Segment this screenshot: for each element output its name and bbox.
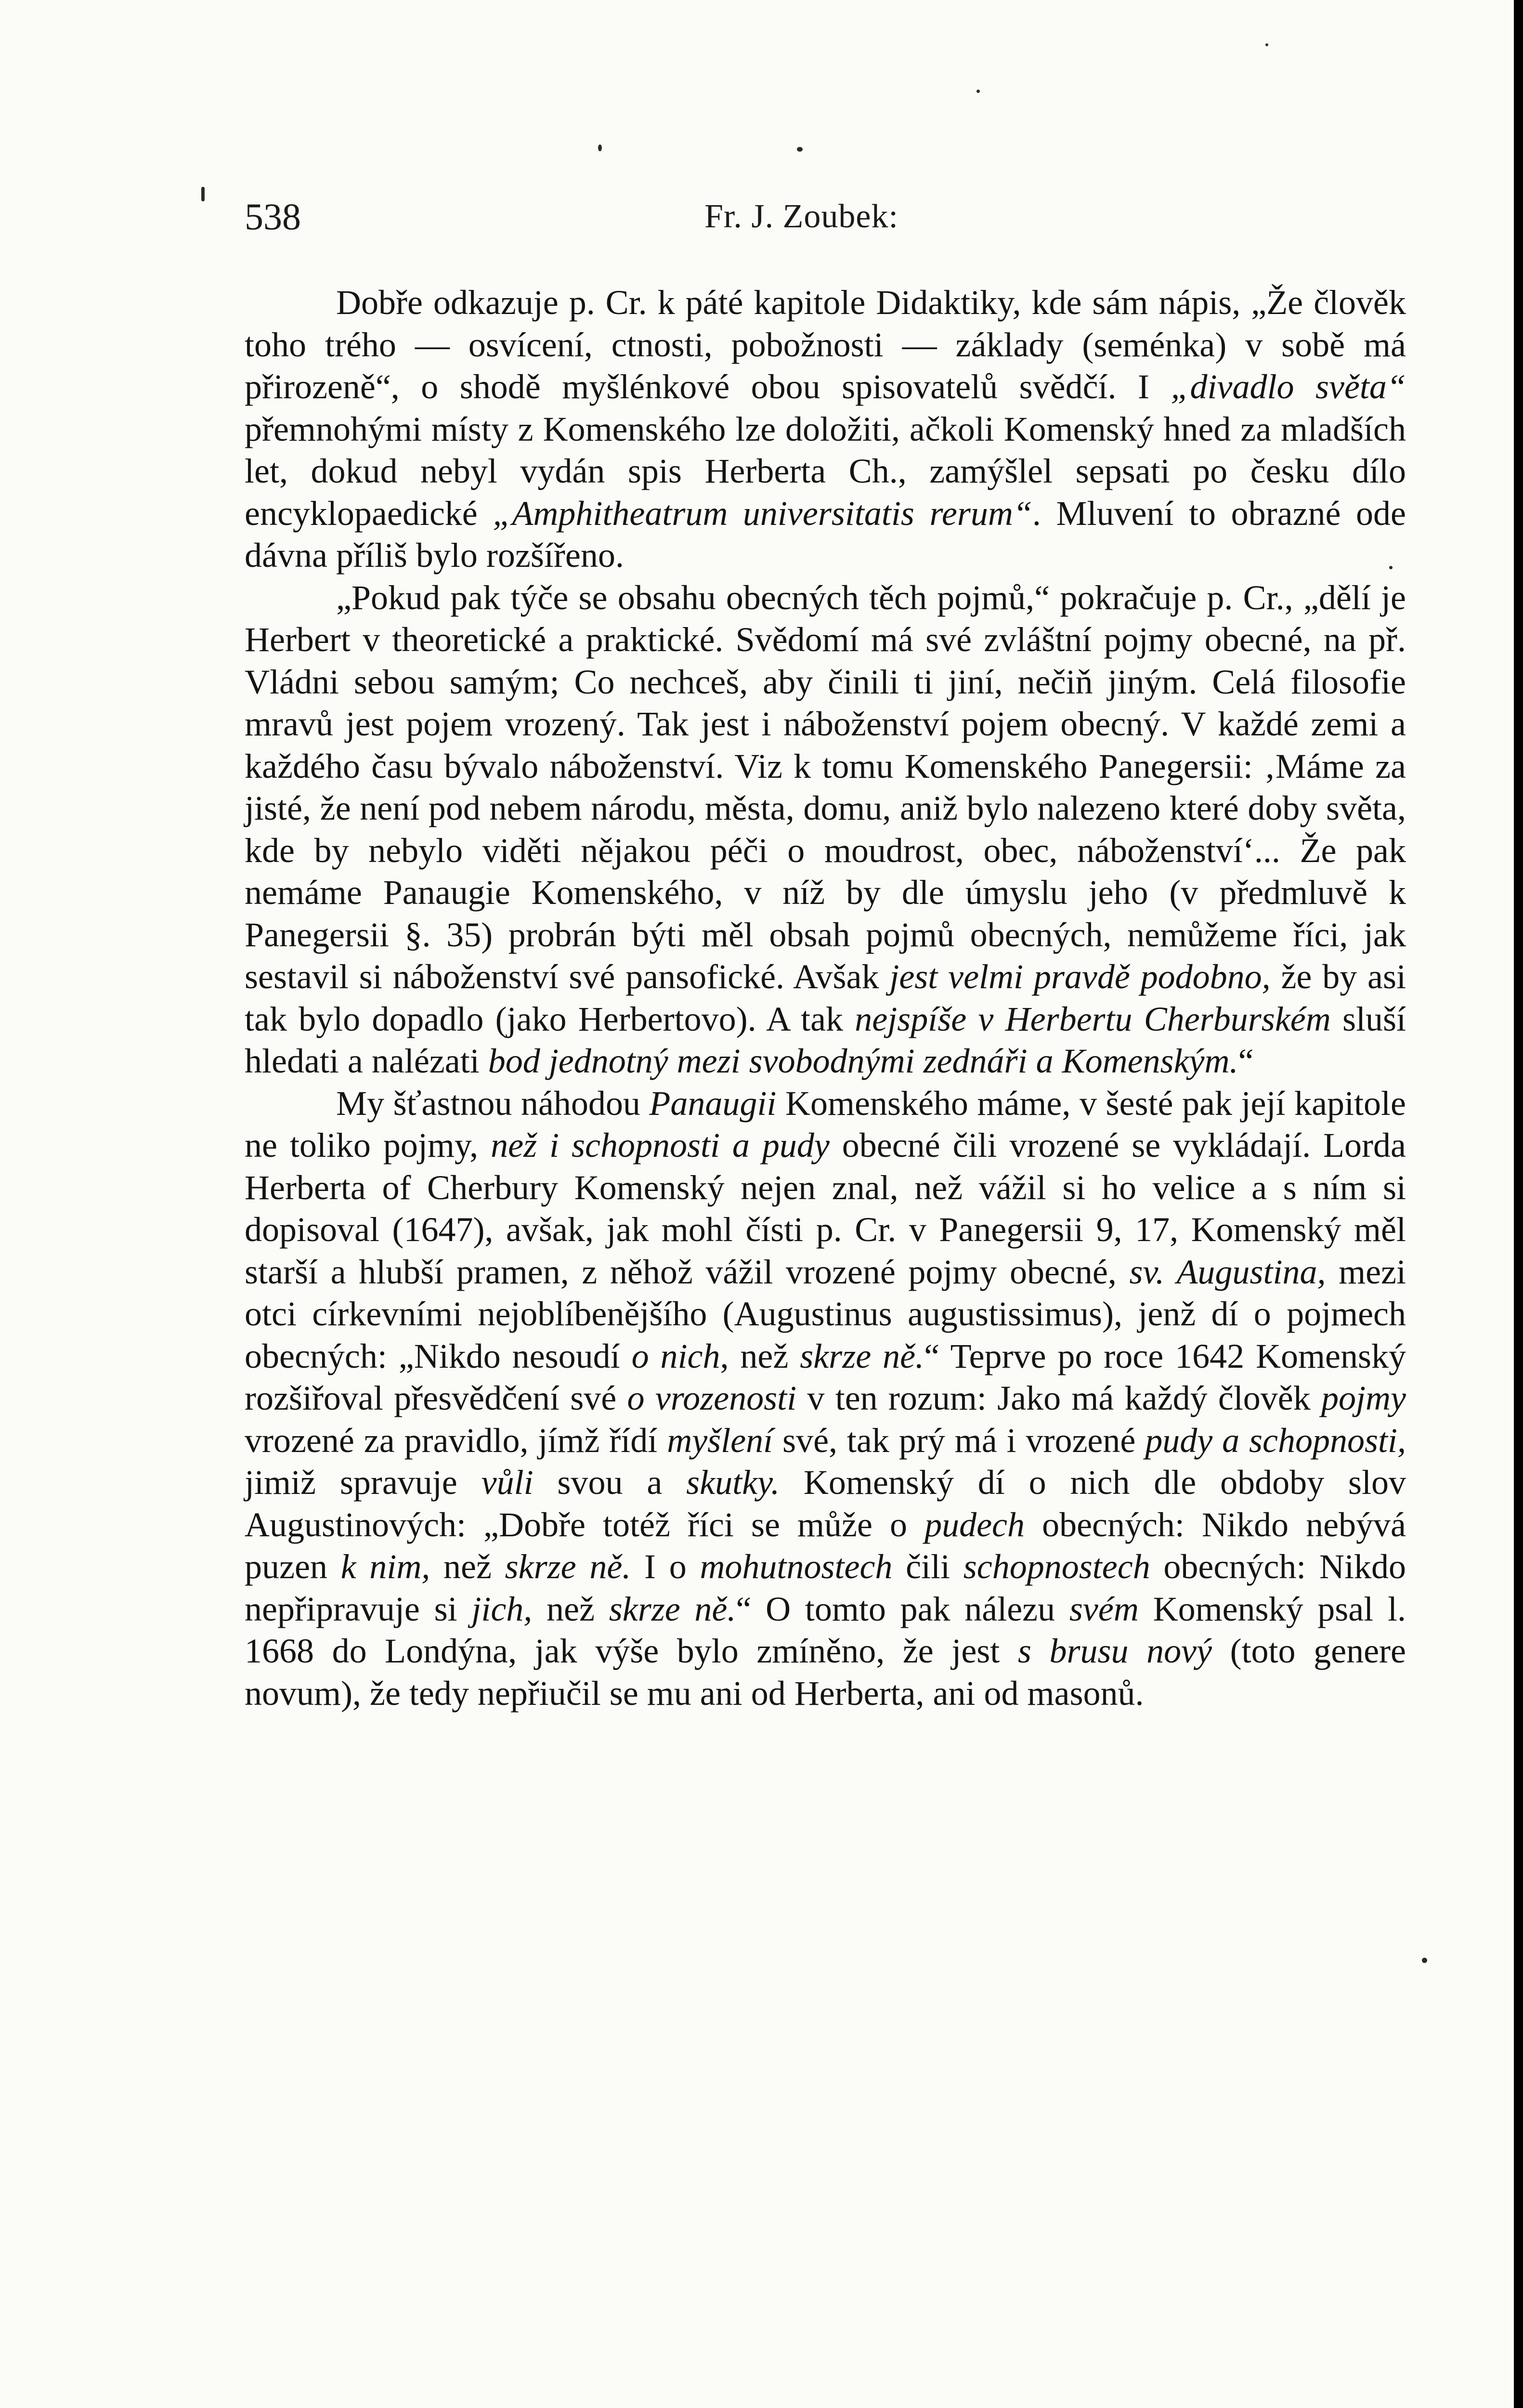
text-run: My šťastnou náhodou xyxy=(336,1084,650,1123)
text-run: Komenského máme, v šesté pak její kapitole ne toliko pojmy, xyxy=(245,1084,1406,1165)
text-run: mezi otci církevními nejoblíbenějšího (Augustinus augustissimus), jenž dí o pojmech obecných: „Nikdo nesoudí xyxy=(245,1252,1406,1375)
text-run: “ Teprve po roce 1642 Komenský rozšiřoval přesvědčení své xyxy=(245,1336,1406,1417)
scan-speck xyxy=(1265,43,1268,46)
scan-speck xyxy=(976,90,980,93)
text-run: v ten rozum: Jako má každý člověk xyxy=(796,1379,1322,1417)
emphasized-text: pudy a schopnosti, xyxy=(1145,1421,1406,1460)
text-run: obecných: Nikdo nebývá puzen xyxy=(245,1505,1406,1586)
text-run: I o xyxy=(631,1547,700,1586)
text-run: přemnohými místy z Komenského lze doložiti, ačkoli Komenský hned za mladších let, dokud nebyl vydán spis Herberta Ch., zamýšlel sepsati po česku dílo encyklopaedické xyxy=(245,409,1406,533)
text-run: že by asi tak bylo dopadlo (jako Herbertovo). A tak xyxy=(245,957,1406,1038)
text-run: “ xyxy=(1238,1042,1254,1080)
emphasized-text: myšlení xyxy=(667,1421,773,1460)
emphasized-text: schopnostech xyxy=(963,1547,1150,1586)
emphasized-text: sv. Augustina, xyxy=(1129,1252,1326,1291)
emphasized-text: jich, xyxy=(471,1589,533,1628)
text-run: “ O tomto pak nálezu xyxy=(736,1589,1069,1628)
scan-speck xyxy=(1422,1958,1427,1963)
text-run: „Pokud pak týče se obsahu obecných těch pojmů,“ pokračuje p. Cr., „dělí je Herbert v theoretické a praktické. Svědomí má své zvláštní pojmy obecné, na př. Vládni sebou samým; Co nechceš, aby činili ti jiní, nečiň jiným. Celá filosofie mravů jest pojem vrozený. Tak jest i náboženství pojem obecný. V každé zemi a každého času bývalo náboženství. Viz k tomu Komenského Panegersii: ‚Máme za jisté, že není pod nebem národu, města, domu, aniž bylo nalezeno které doby světa, kde by nebylo viděti nějakou péči o moudrost, obec, náboženství‘... Že pak nemáme Panaugie Komenského, v níž by dle úmyslu jeho (v předmluvě k Panegersii §. 35) probrán býti měl obsah pojmů obecných, nemůžeme říci, jak sestavil si náboženství své pansofické. Avšak xyxy=(245,578,1406,996)
emphasized-text: Panaugii xyxy=(649,1084,777,1123)
text-run: , než xyxy=(720,1336,800,1375)
emphasized-text: pojmy xyxy=(1321,1379,1406,1417)
text-run: (toto genere novum), že tedy nepřiučil se mu ani od Herberta, ani od masonů. xyxy=(245,1632,1406,1713)
text-run: obecných: Nikdo nepřipravuje si xyxy=(245,1547,1406,1628)
page-number: 538 xyxy=(245,196,301,237)
emphasized-text: o nich xyxy=(631,1336,720,1375)
text-run: čili xyxy=(892,1547,963,1586)
paragraph xyxy=(245,1083,1406,1715)
emphasized-text: mohutnostech xyxy=(700,1547,893,1586)
scan-speck xyxy=(201,187,205,201)
emphasized-text: skrze ně. xyxy=(609,1589,736,1628)
body-text xyxy=(245,282,1406,1714)
emphasized-text: nejspíše v Herbertu Cherburském xyxy=(855,999,1331,1038)
emphasized-text: než i schopnosti a pudy xyxy=(491,1126,830,1165)
text-run: sluší hledati a nalézati xyxy=(245,999,1406,1080)
text-run: Komenský psal l. 1668 do Londýna, jak výše bylo zmíněno, že jest xyxy=(245,1589,1406,1670)
text-run: . Mluvení to obrazné ode dávna příliš bylo rozšířeno. xyxy=(245,494,1406,575)
scan-speck xyxy=(797,147,803,152)
text-run: vrozené za pravidlo, jímž řídí xyxy=(245,1421,667,1460)
emphasized-text: skrze ně. xyxy=(505,1547,631,1586)
paragraph xyxy=(245,282,1406,577)
paragraph xyxy=(245,577,1406,1083)
emphasized-text: k nim, xyxy=(340,1547,430,1586)
text-run: jimiž spravuje xyxy=(245,1463,482,1502)
text-run: než xyxy=(532,1589,609,1628)
emphasized-text: s brusu nový xyxy=(1017,1632,1212,1670)
emphasized-text: „Amphitheatrum universitatis rerum“ xyxy=(493,494,1032,533)
emphasized-text: jest velmi pravdě podobno, xyxy=(889,957,1271,996)
emphasized-text: bod jednotný mezi svobodnými zednáři a Komenským. xyxy=(488,1042,1238,1080)
text-run: než xyxy=(430,1547,505,1586)
scan-speck xyxy=(598,144,602,151)
emphasized-text: vůli xyxy=(481,1463,534,1502)
emphasized-text: skrze ně. xyxy=(800,1336,924,1375)
running-title: Fr. J. Zoubek: xyxy=(704,198,898,235)
running-head xyxy=(245,190,1419,243)
emphasized-text: pudech xyxy=(924,1505,1025,1544)
text-run: obecné čili vrozené se vykládají. Lorda Herberta of Cherbury Komenský nejen znal, než vážil si ho velice a s ním si dopisoval (1647), avšak, jak mohl čísti p. Cr. v Panegersii 9, 17, Komenský měl starší a hlubší pramen, z něhož vážil vrozené pojmy obecné, xyxy=(245,1126,1406,1291)
text-run: Komenský dí o nich dle obdoby slov Augustinových: „Dobře totéž říci se může o xyxy=(245,1463,1406,1544)
text-run: své, tak prý má i vrozené xyxy=(773,1421,1146,1460)
emphasized-text: skutky. xyxy=(686,1463,780,1502)
text-run: svou a xyxy=(533,1463,687,1502)
text-run: Dobře odkazuje p. Cr. k páté kapitole Didaktiky, kde sám nápis, „Že člověk toho trého — osvícení, ctnosti, pobožnosti — základy (seménka) v sobě má přirozeně“, o shodě myšlénkové obou spisovatelů svědčí. I xyxy=(245,283,1406,406)
emphasized-text: o vrozenosti xyxy=(627,1379,797,1417)
emphasized-text: svém xyxy=(1069,1589,1139,1628)
emphasized-text: „divadlo světa“ xyxy=(1171,367,1406,406)
